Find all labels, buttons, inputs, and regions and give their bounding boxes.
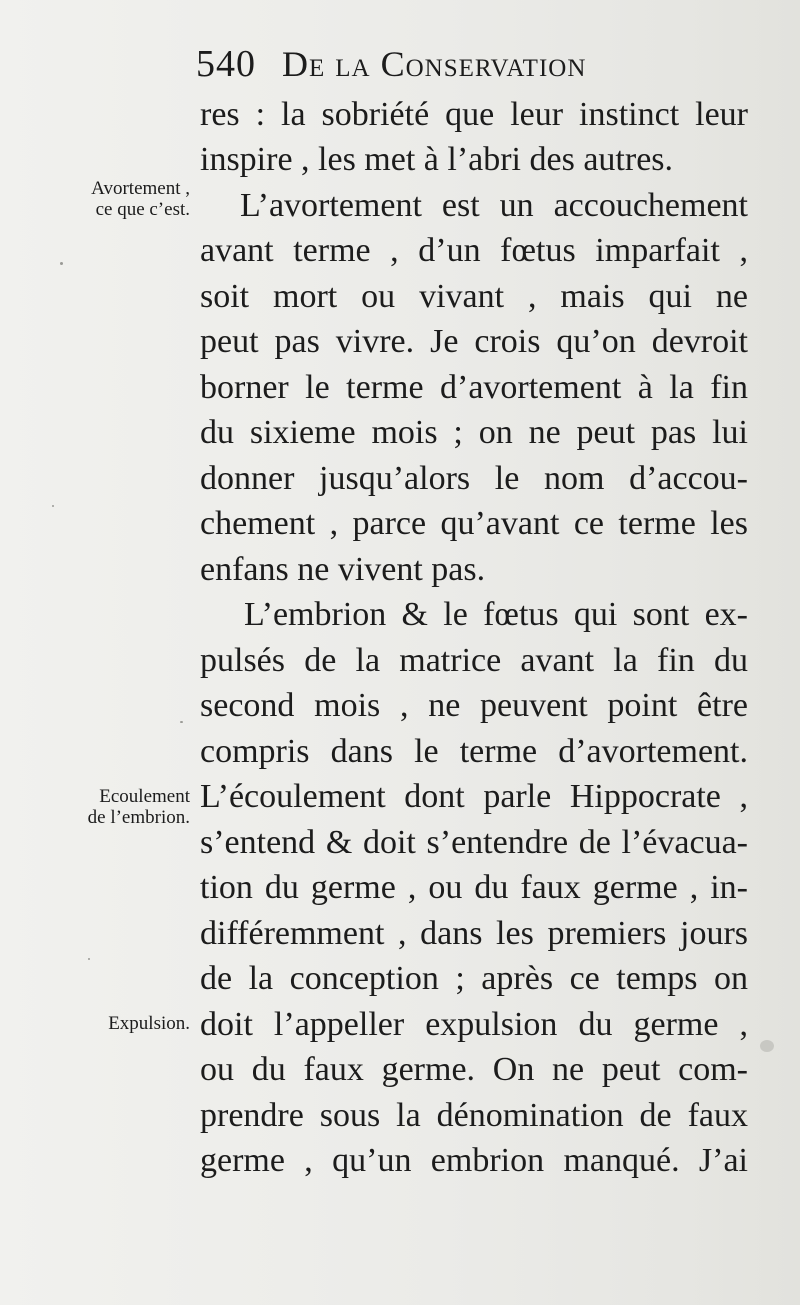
paper-speck	[52, 505, 54, 507]
text-line: doit l’appeller expulsion du germe ,	[200, 1006, 748, 1043]
paper-speck	[88, 958, 90, 960]
margin-note-line: Avortement ,	[91, 178, 190, 199]
text-line: avant terme , d’un fœtus imparfait ,	[200, 232, 748, 269]
margin-note-line: Ecoulement	[99, 786, 190, 807]
margin-note-line: ce que c’est.	[95, 199, 190, 220]
paper-speck	[180, 721, 183, 723]
text-line: res : la sobriété que leur instinct leur	[200, 96, 748, 133]
margin-note-expulsion	[15, 1013, 190, 1034]
text-line: donner jusqu’alors le nom d’accou-	[200, 460, 748, 497]
paper-speck	[760, 1040, 774, 1052]
text-line: prendre sous la dénomination de faux	[200, 1097, 748, 1134]
margin-note-line: de l’embrion.	[87, 807, 190, 828]
text-line: de la conception ; après ce temps on	[200, 960, 748, 997]
text-line: germe , qu’un embrion manqué. J’ai	[200, 1142, 748, 1179]
text-line: second mois , ne peuvent point être	[200, 687, 748, 724]
text-line: du sixieme mois ; on ne peut pas lui	[200, 414, 748, 451]
text-line: ou du faux germe. On ne peut com-	[200, 1051, 748, 1088]
margin-note-avortement	[15, 178, 190, 220]
text-line: L’embrion & le fœtus qui sont ex-	[244, 596, 748, 633]
text-line: pulsés de la matrice avant la fin du	[200, 642, 748, 679]
text-line: soit mort ou vivant , mais qui ne	[200, 278, 748, 315]
page-number: 540	[196, 43, 256, 85]
margin-note-ecoulement	[15, 786, 190, 828]
text-line: compris dans le terme d’avortement.	[200, 733, 748, 770]
running-title: De la Conservation	[282, 44, 587, 84]
text-line: inspire , les met à l’abri des autres.	[200, 141, 674, 178]
text-line: L’avortement est un accouchement	[240, 187, 748, 224]
page-header	[196, 42, 586, 88]
margin-note-line: Expulsion.	[108, 1013, 190, 1034]
text-line: chement , parce qu’avant ce terme les	[200, 505, 748, 542]
paper-speck	[60, 262, 63, 265]
text-line: borner le terme d’avortement à la fin	[200, 369, 748, 406]
text-line: peut pas vivre. Je crois qu’on devroit	[200, 323, 748, 360]
text-line: tion du germe , ou du faux germe , in-	[200, 869, 748, 906]
text-line: différemment , dans les premiers jours	[200, 915, 748, 952]
text-line: enfans ne vivent pas.	[200, 551, 486, 588]
text-line: L’écoulement dont parle Hippocrate ,	[200, 778, 748, 815]
text-line: s’entend & doit s’entendre de l’évacua-	[200, 824, 748, 861]
